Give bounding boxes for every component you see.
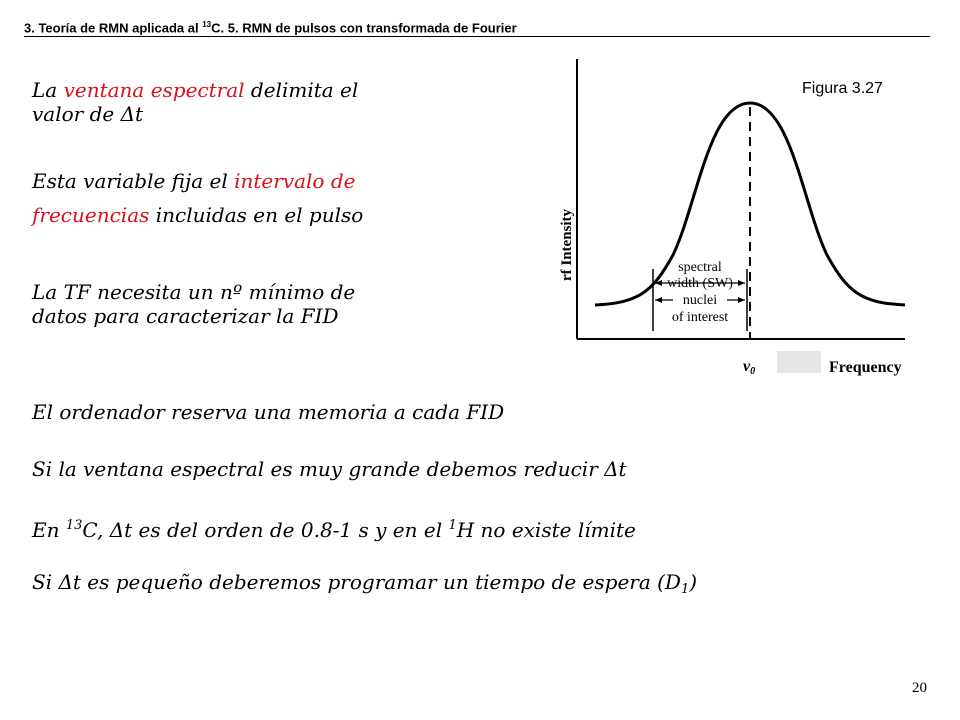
line-ventana-grande: Si la ventana espectral es muy grande debemos reducir Δt — [32, 457, 627, 481]
l4-b: ) — [689, 570, 698, 594]
header-prefix: 3. Teoría de RMN aplicada al — [24, 20, 203, 36]
p2-highlight2: frecuencias — [32, 203, 150, 227]
p2-a: Esta variable fija el — [32, 169, 235, 193]
figure-label: Figura 3.27 — [802, 80, 883, 97]
l3-a: En — [32, 518, 66, 542]
l3-sup1: 13 — [65, 518, 83, 533]
p2-highlight1: intervalo de — [234, 169, 356, 193]
nu0-subscript: 0 — [750, 366, 756, 377]
annotation-width: width (SW) — [667, 276, 733, 291]
annotation-nuclei: nuclei — [682, 293, 718, 308]
shaded-box — [777, 351, 821, 373]
p3-a: La TF necesita un nº mínimo de — [32, 280, 356, 304]
line-ordenador: El ordenador reserva una memoria a cada FID — [32, 400, 505, 424]
line-espera — [32, 570, 697, 602]
nu0-label — [743, 358, 755, 377]
x-axis-label: Frequency — [829, 359, 902, 376]
l3-b: C, Δt es del orden de 0.8-1 s y en el — [82, 518, 449, 542]
line-orden — [32, 514, 636, 542]
y-axis-label: rf Intensity — [559, 208, 575, 282]
page-number: 20 — [912, 680, 927, 696]
p1-highlight: ventana espectral — [63, 78, 245, 102]
nuclei-arrow-left-head — [655, 297, 662, 303]
p3-b: datos para caracterizar la FID — [32, 304, 339, 328]
nuclei-arrow-right-head — [738, 297, 745, 303]
l4-sub: 1 — [680, 582, 690, 597]
header-sup: 13 — [202, 20, 212, 29]
l3-sup2: 1 — [448, 518, 457, 533]
p1-d: valor de Δt — [32, 102, 144, 126]
header-suffix: C. 5. RMN de pulsos con transformada de Fourier — [211, 20, 517, 36]
p1-a: La — [32, 78, 64, 102]
l4-a: Si Δt es pequeño deberemos programar un tiempo de espera (D — [32, 570, 681, 594]
p1-c: delimita el — [244, 78, 359, 102]
paragraph-tf — [32, 280, 355, 328]
annotation-interest: of interest — [671, 310, 729, 325]
paragraph-ventana — [32, 78, 358, 126]
spectral-width-figure — [545, 55, 905, 385]
slide-header — [24, 20, 930, 37]
paragraph-variable — [32, 164, 363, 232]
nu0-symbol: ν — [743, 358, 751, 375]
sw-arrow-right-head — [738, 280, 745, 286]
p2-d: incluidas en el pulso — [149, 203, 364, 227]
l3-c: H no existe límite — [456, 518, 636, 542]
annotation-spectral: spectral — [678, 260, 722, 275]
